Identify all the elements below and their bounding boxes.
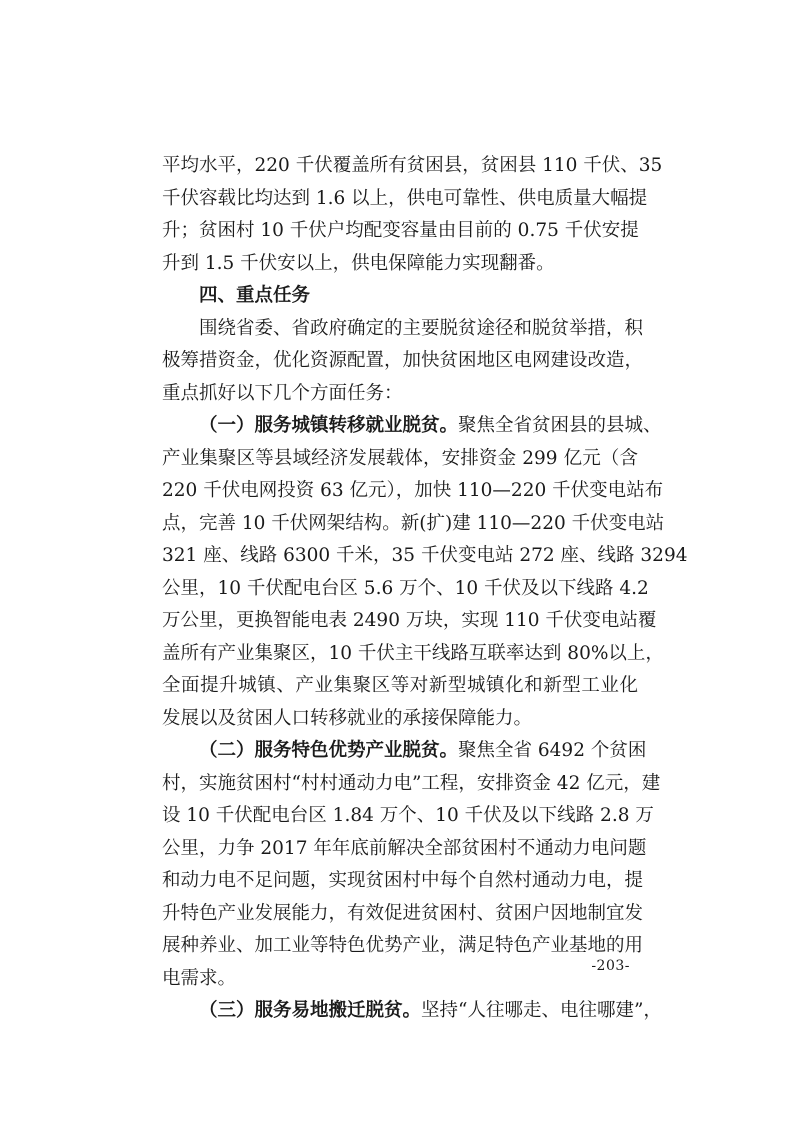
text-line: 公里，力争 2017 年年底前解决全部贫困村不通动力电问题 — [162, 837, 647, 859]
text-line: 220 千伏电网投资 63 亿元），加快 110—220 千伏变电站布 — [162, 480, 664, 501]
text-line: 321 座、线路 6300 千米，35 千伏变电站 272 座、线路 3294 — [162, 545, 688, 566]
text-line: 重点抓好以下几个方面任务： — [162, 382, 403, 404]
text-line: 万公里，更换智能电表 2490 万块，实现 110 千伏变电站覆 — [162, 610, 657, 631]
text-line: 极筹措资金，优化资源配置，加快贫困地区电网建设改造， — [162, 350, 644, 371]
text-run: 坚持“人往哪走、电往哪建”， — [421, 1000, 662, 1021]
text-line: 发展以及贫困人口转移就业的承接保障能力。 — [162, 707, 533, 729]
text-run: 聚焦全省贫困县的县城、 — [458, 415, 662, 436]
text-line: 平均水平，220 千伏覆盖所有贫困县，贫困县 110 千伏、35 — [162, 155, 663, 176]
text-line: 盖所有产业集聚区，10 千伏主干线路互联率达到 80%以上， — [162, 642, 664, 664]
text-line — [162, 995, 662, 1028]
text-line: 千伏容载比均达到 1.6 以上，供电可靠性、供电质量大幅提 — [162, 187, 648, 209]
subsection-title: （三）服务易地搬迁脱贫。 — [199, 1000, 422, 1021]
text-line: 升到 1.5 千伏安以上，供电保障能力实现翻番。 — [162, 252, 555, 274]
text-line: 村，实施贫困村“村村通动力电”工程，安排资金 42 亿元，建 — [162, 772, 661, 794]
text-line: 电需求。 — [162, 967, 237, 989]
text-line: 和动力电不足问题，实现贫困村中每个自然村通动力电，提 — [162, 870, 644, 891]
text-line — [162, 735, 647, 768]
text-line: 升；贫困村 10 千伏户均配变容量由目前的 0.75 千伏安提 — [162, 220, 639, 241]
text-line: 公里，10 千伏配电台区 5.6 万个、10 千伏及以下线路 4.2 — [162, 577, 649, 599]
text-line: 点，完善 10 千伏网架结构。新(扩)建 110—220 千伏变电站 — [162, 512, 665, 534]
text-run: 聚焦全省 6492 个贫困 — [458, 740, 647, 761]
section-heading: 四、重点任务 — [199, 285, 311, 306]
text-line: 全面提升城镇、产业集聚区等对新型城镇化和新型工业化 — [162, 675, 638, 696]
text-line — [162, 410, 662, 443]
subsection-title: （一）服务城镇转移就业脱贫。 — [199, 415, 459, 436]
text-line: 产业集聚区等县域经济发展载体，安排资金 299 亿元（含 — [162, 447, 638, 469]
text-line: 围绕省委、省政府确定的主要脱贫途径和脱贫举措，积 — [199, 317, 644, 339]
text-line: 设 10 千伏配电台区 1.84 万个、10 千伏及以下线路 2.8 万 — [162, 805, 654, 826]
text-line: 升特色产业发展能力，有效促进贫困村、贫困户因地制宜发 — [162, 902, 644, 924]
subsection-title: （二）服务特色优势产业脱贫。 — [199, 740, 459, 761]
body-text — [162, 150, 688, 1028]
text-line: 展种养业、加工业等特色优势产业，满足特色产业基地的用 — [162, 935, 644, 956]
page-number: -203- — [591, 958, 630, 974]
